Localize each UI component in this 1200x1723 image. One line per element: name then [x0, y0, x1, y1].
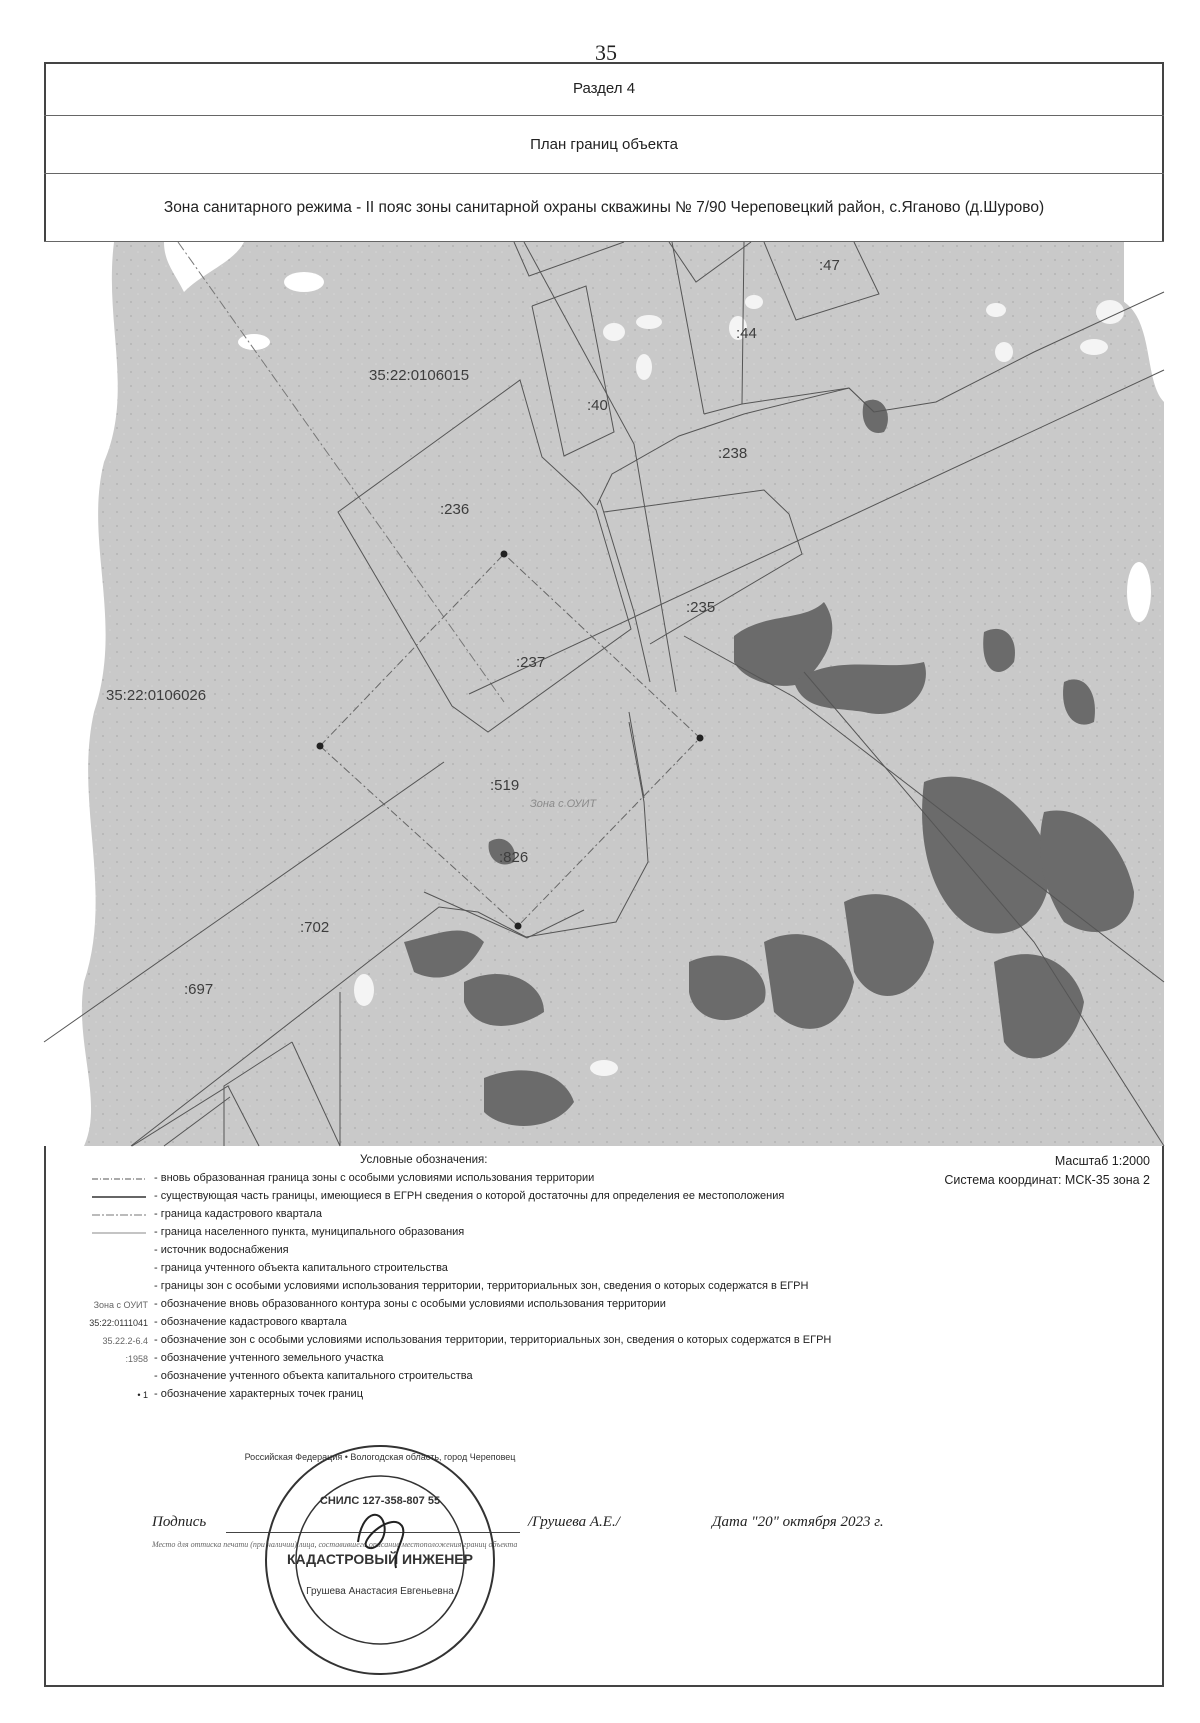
legend-item: - граница населенного пункта, муниципального образования	[154, 1226, 465, 1238]
label-p47: :47	[819, 257, 840, 274]
label-p237: :237	[516, 654, 546, 671]
label-zone: Зона с ОУИТ	[530, 798, 597, 810]
legend-item: - вновь образованная граница зоны с особыми условиями использования территории	[154, 1172, 595, 1184]
section-title: Раздел 4	[44, 62, 1164, 116]
legend-title: Условные обозначения:	[360, 1154, 488, 1166]
label-p519: :519	[490, 777, 520, 794]
map-scale: Масштаб 1:2000	[1054, 1154, 1150, 1168]
legend-item: • 1 - обозначение характерных точек границ	[137, 1388, 363, 1400]
stamp-name: Грушева Анастасия Евгеньевна	[306, 1586, 454, 1597]
signer-name: /Грушева А.Е./	[528, 1514, 620, 1530]
legend-item: 35:22:0111041 - обозначение кадастрового квартала	[89, 1316, 347, 1328]
legend-item: - источник водоснабжения	[154, 1244, 289, 1256]
label-p697: :697	[184, 981, 214, 998]
label-kv15: 35:22:0106015	[369, 367, 470, 384]
legend-item: :1958 - обозначение учтенного земельного участка	[125, 1352, 384, 1364]
stamp-snils: СНИЛС 127-358-807 55	[319, 1495, 441, 1507]
plan-title: План границ объекта	[44, 116, 1164, 174]
signature-date: Дата "20" октября 2023 г.	[712, 1514, 884, 1530]
label-p40: :40	[587, 397, 608, 414]
label-kv26: 35:22:0106026	[106, 687, 207, 704]
coordinate-system: Система координат: МСК-35 зона 2	[944, 1173, 1150, 1187]
legend	[44, 1146, 1164, 1446]
legend-item: 35.22.2-6.4 - обозначение зон с особыми условиями использования территории, территориальных зон, сведения о которых содержатся в ЕГРН	[102, 1334, 832, 1346]
legend-item: - обозначение учтенного объекта капитального строительства	[154, 1370, 473, 1382]
legend-item: - граница кадастрового квартала	[154, 1208, 323, 1220]
legend-item: - границы зон с особыми условиями использования территории, территориальных зон, сведения о которых содержатся в ЕГРН	[154, 1280, 809, 1292]
seal-place-note: Место для оттиска печати (при наличии) лица, составившего описание местоположения границ объекта	[152, 1540, 518, 1549]
engineer-stamp	[244, 1442, 516, 1678]
legend-item: - существующая часть границы, имеющиеся в ЕГРН сведения о которой достаточны для определения ее местоположения	[154, 1190, 785, 1202]
stamp-outer-text: Российская Федерация • Вологодская область, город Череповец	[244, 1452, 516, 1462]
label-p702: :702	[300, 919, 330, 936]
legend-item: Зона с ОУИТ - обозначение вновь образованного контура зоны с особыми условиями использования территории	[93, 1298, 666, 1310]
stamp-role: КАДАСТРОВЫЙ ИНЖЕНЕР	[287, 1551, 473, 1567]
label-p44: :44	[736, 325, 757, 342]
page-number: 35	[595, 40, 617, 65]
boundary-map	[44, 242, 1164, 1146]
signature-label: Подпись	[152, 1514, 207, 1530]
label-p236: :236	[440, 501, 470, 518]
label-p826: :826	[499, 849, 529, 866]
legend-item: - граница учтенного объекта капитального строительства	[154, 1262, 448, 1274]
object-title: Зона санитарного режима - II пояс зоны санитарной охраны скважины № 7/90 Череповецкий район, с.Яганово (д.Шурово)	[44, 174, 1164, 242]
label-p238: :238	[718, 445, 748, 462]
label-p235: :235	[686, 599, 716, 616]
